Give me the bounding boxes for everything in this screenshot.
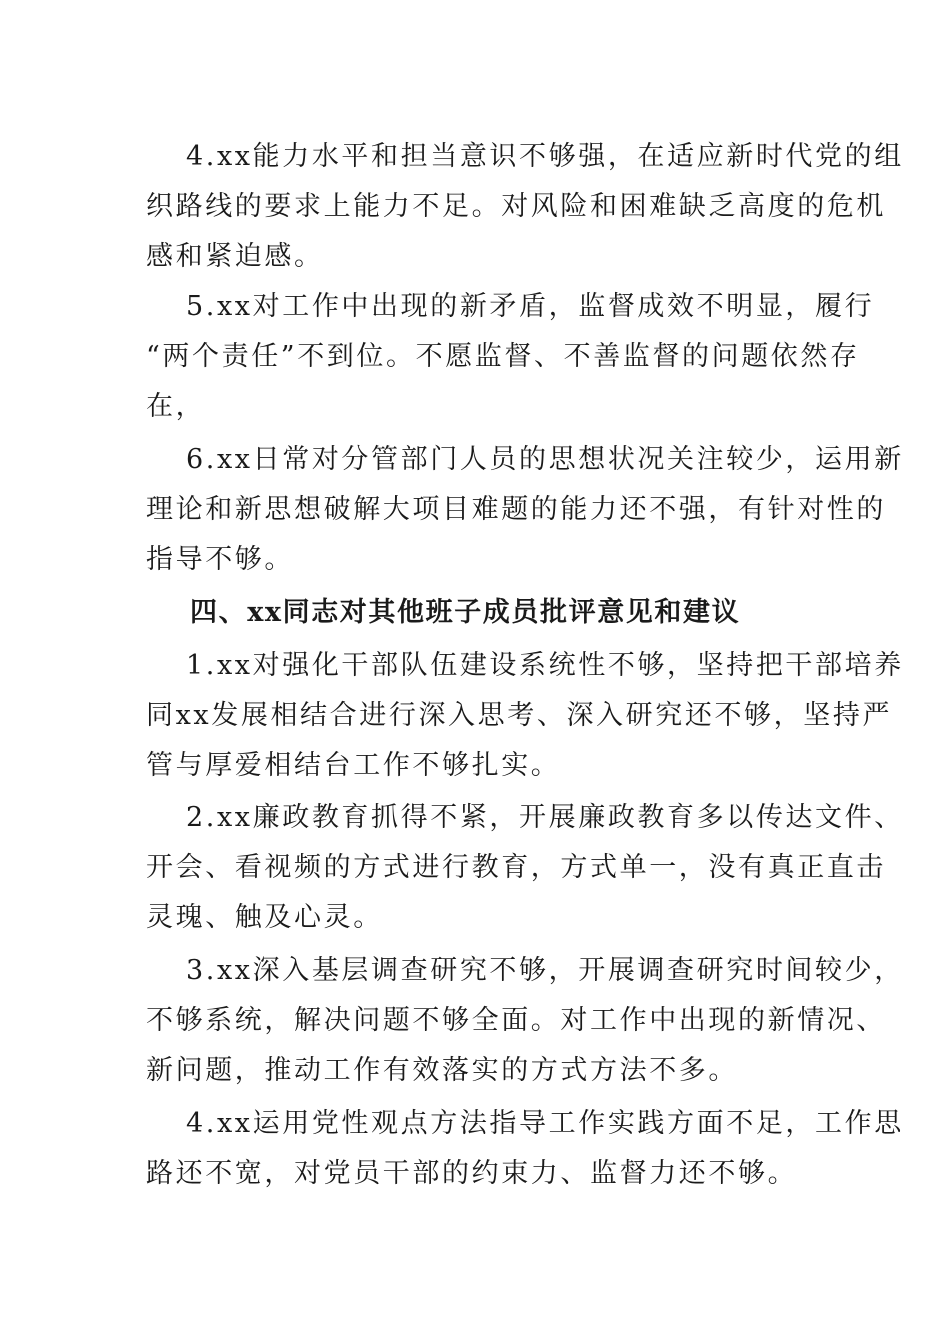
- paragraph-line: 指导不够。: [146, 544, 294, 575]
- paragraph-line: 开会、看视频的方式进行教育，方式单一，没有真正直击: [146, 852, 886, 883]
- paragraph-line: 感和紧迫感。: [146, 241, 324, 272]
- section-heading: 四、xx同志对其他班子成员批评意见和建议: [190, 597, 741, 628]
- paragraph-line: 6.xx日常对分管部门人员的思想状况关注较少，运用新: [186, 444, 904, 475]
- paragraph-line: 4.xx能力水平和担当意识不够强，在适应新时代党的组: [186, 141, 904, 172]
- paragraph-line: 1.xx对强化干部队伍建设系统性不够，坚持把干部培养: [186, 650, 904, 681]
- paragraph-line: 管与厚爱相结台工作不够扎实。: [146, 750, 561, 781]
- paragraph-line: 3.xx深入基层调查研究不够，开展调查研究时间较少，: [186, 955, 904, 986]
- paragraph-line: 理论和新思想破解大项目难题的能力还不强，有针对性的: [146, 494, 886, 525]
- paragraph-line: 织路线的要求上能力不足。对风险和困难缺乏高度的危机: [146, 191, 886, 222]
- paragraph-line: 5.xx对工作中出现的新矛盾，监督成效不明显，履行: [186, 291, 875, 322]
- paragraph-line: 在，: [146, 391, 206, 422]
- paragraph-line: 不够系统，解决问题不够全面。对工作中出现的新情况、: [146, 1005, 886, 1036]
- paragraph-line: 同xx发展相结合进行深入思考、深入研究还不够，坚持严: [146, 700, 893, 731]
- paragraph-line: 路还不宽，对党员干部的约束力、监督力还不够。: [146, 1158, 798, 1189]
- paragraph-line: 新问题，推动工作有效落实的方式方法不多。: [146, 1055, 738, 1086]
- paragraph-line: 4.xx运用党性观点方法指导工作实践方面不足，工作思: [186, 1108, 904, 1139]
- paragraph-line: “两个责任”不到位。不愿监督、不善监督的问题依然存: [146, 341, 860, 372]
- paragraph-line: 灵瑰、触及心灵。: [146, 902, 383, 933]
- paragraph-line: 2.xx廉政教育抓得不紧，开展廉政教育多以传达文件、: [186, 802, 904, 833]
